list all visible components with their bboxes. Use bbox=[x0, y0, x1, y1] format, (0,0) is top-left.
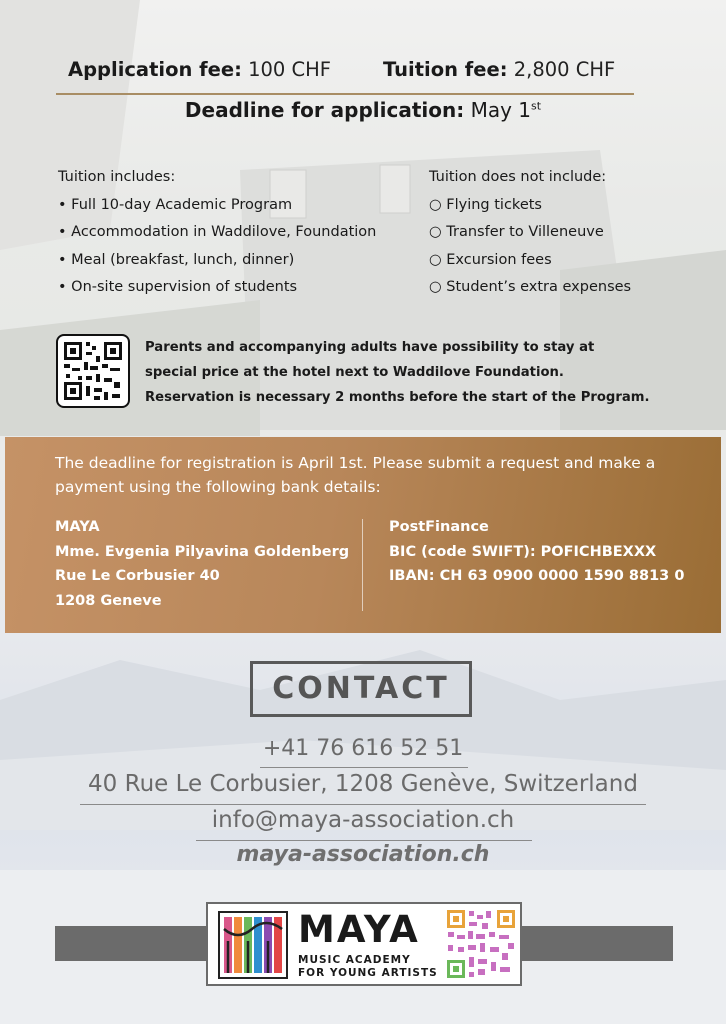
gold-divider bbox=[56, 93, 634, 95]
contact-heading: CONTACT bbox=[250, 661, 472, 717]
application-fee-label: Application fee: bbox=[68, 58, 242, 81]
bank-line: IBAN: CH 63 0900 0000 1590 8813 0 bbox=[389, 568, 685, 584]
payee-details bbox=[55, 515, 349, 613]
deadline-label: Deadline for application: bbox=[184, 98, 465, 122]
hotel-note-line: Reservation is necessary 2 months before the start of the Program. bbox=[145, 390, 650, 405]
list-item: ○ Flying tickets bbox=[429, 196, 542, 213]
contact-address: 40 Rue Le Corbusier, 1208 Genève, Switzerland bbox=[88, 771, 638, 797]
logo-tagline-2: FOR YOUNG ARTISTS bbox=[298, 967, 438, 979]
includes-title: Tuition includes: bbox=[58, 169, 176, 185]
contact-phone[interactable]: +41 76 616 52 51 bbox=[262, 736, 464, 761]
payee-line: Mme. Evgenia Pilyavina Goldenberg bbox=[55, 543, 350, 560]
bank-details-band bbox=[5, 437, 721, 633]
website-qr-code[interactable] bbox=[444, 907, 518, 981]
contact-website[interactable]: maya-association.ch bbox=[236, 842, 490, 867]
tuition-fee-label: Tuition fee: bbox=[383, 58, 508, 81]
tuition-includes-list bbox=[58, 164, 376, 302]
list-item: • On-site supervision of students bbox=[58, 279, 298, 295]
list-item: ○ Transfer to Villeneuve bbox=[429, 224, 604, 240]
contact-email[interactable]: info@maya-association.ch bbox=[211, 807, 515, 833]
bank-line: BIC (code SWIFT): POFICHBEXXX bbox=[389, 543, 657, 560]
phone-underline bbox=[260, 767, 468, 768]
bank-line: PostFinance bbox=[389, 519, 489, 535]
band-divider bbox=[362, 519, 363, 611]
tuition-fee bbox=[383, 58, 615, 81]
logo-tagline-1: MUSIC ACADEMY bbox=[298, 954, 411, 966]
hotel-note-line: special price at the hotel next to Waddilove Foundation. bbox=[145, 365, 564, 380]
maya-logo-card bbox=[206, 902, 522, 986]
application-deadline bbox=[0, 98, 726, 122]
list-item: ○ Excursion fees bbox=[429, 251, 552, 268]
registration-intro: The deadline for registration is April 1st. Please submit a request and make a payment using the following bank details: bbox=[55, 454, 656, 496]
payee-line: MAYA bbox=[55, 519, 100, 535]
logo-name: MAYA bbox=[298, 908, 420, 951]
deadline-value: May 1 bbox=[470, 98, 532, 122]
hotel-qr-code[interactable] bbox=[56, 334, 130, 408]
address-underline bbox=[80, 804, 646, 805]
list-item: ○ Student’s extra expenses bbox=[429, 279, 632, 295]
payee-line: Rue Le Corbusier 40 bbox=[55, 568, 220, 584]
fees-row bbox=[0, 58, 726, 88]
list-item: • Meal (breakfast, lunch, dinner) bbox=[58, 251, 295, 268]
application-fee-value: 100 CHF bbox=[248, 58, 332, 81]
email-underline bbox=[196, 840, 532, 841]
deadline-suffix: st bbox=[531, 99, 542, 113]
list-item: • Accommodation in Waddilove, Foundation bbox=[58, 224, 377, 240]
hotel-note bbox=[145, 335, 650, 410]
excludes-title: Tuition does not include: bbox=[429, 169, 607, 185]
hotel-note-line: Parents and accompanying adults have possibility to stay at bbox=[145, 340, 595, 355]
payee-line: 1208 Geneve bbox=[55, 592, 162, 609]
tuition-fee-value: 2,800 CHF bbox=[513, 58, 616, 81]
bank-account-details bbox=[389, 515, 684, 589]
application-fee bbox=[68, 58, 331, 81]
list-item: • Full 10-day Academic Program bbox=[58, 196, 293, 213]
tuition-excludes-list bbox=[429, 164, 631, 302]
maya-logo-icon bbox=[218, 911, 288, 979]
